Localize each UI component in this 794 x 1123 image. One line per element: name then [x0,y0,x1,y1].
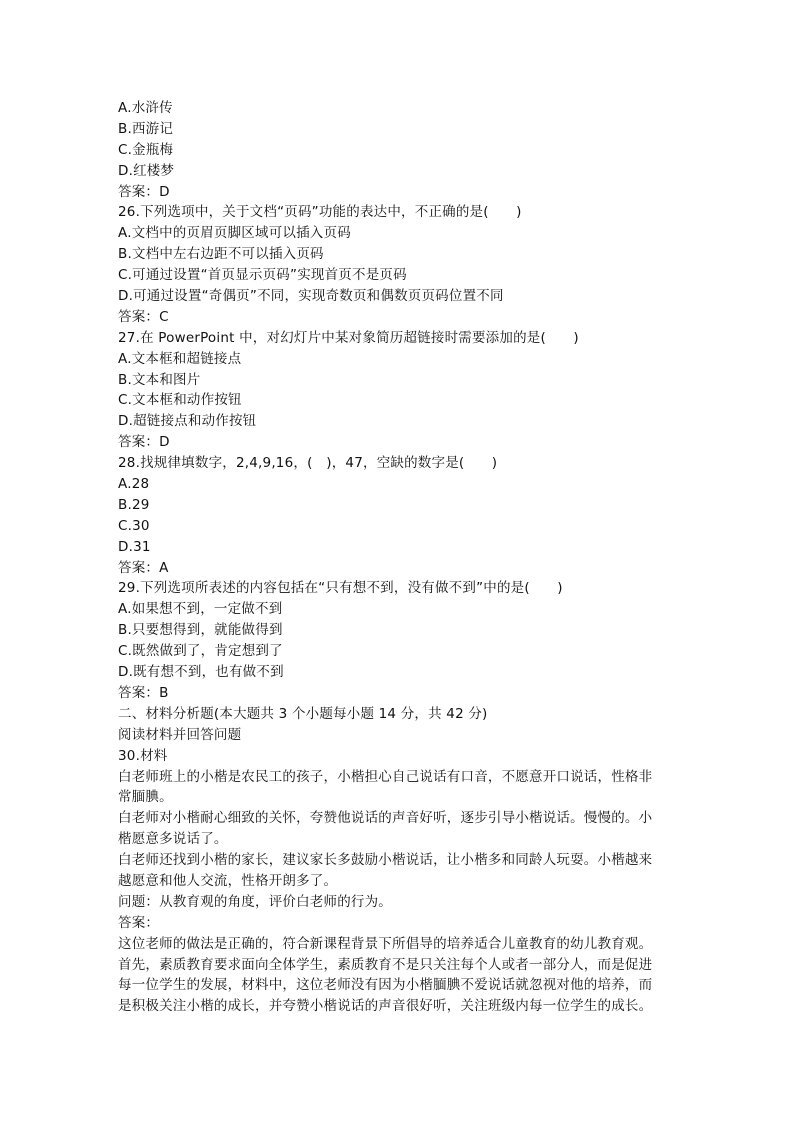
text-line: A.水浒传 [118,100,173,116]
text-line: 二、材料分析题(本大题共 3 个小题每小题 14 分，共 42 分) [118,705,488,722]
text-line: 答案： [118,914,160,931]
text-line: 常腼腆。 [118,789,173,806]
text-line: 楷愿意多说话了。 [118,831,228,848]
text-line: 27.在 PowerPoint 中，对幻灯片中某对象简历超链接时需要添加的是( ) [118,329,579,346]
text-line: 首先，素质教育要求面向全体学生，素质教育不是只关注每个人或者一部分人，而是促进 [118,956,653,973]
text-line: 白老师对小楷耐心细致的关怀，夸赞他说话的声音好听，逐步引导小楷说话。慢慢的。小 [118,810,653,827]
text-line: D.既有想不到，也有做不到 [118,664,284,681]
text-line: 越愿意和他人交流，性格开朗多了。 [118,872,338,889]
text-line: 答案：C [118,308,169,325]
text-line: B.只要想得到，就能做得到 [118,622,283,639]
text-line: 29.下列选项所表述的内容包括在“只有想不到，没有做不到”中的是( ) [118,580,563,597]
text-line: 30.材料 [118,747,168,764]
text-line: C.金瓶梅 [118,141,174,158]
text-line: 答案：D [118,183,170,200]
text-line: C.既然做到了，肯定想到了 [118,643,283,660]
text-line: 白老师班上的小楷是农民工的孩子，小楷担心自己说话有口音，不愿意开口说话，性格非 [118,768,653,785]
text-line: 答案：D [118,434,170,451]
text-line: D.可通过设置“奇偶页”不同，实现奇数页和偶数页页码位置不同 [118,288,504,305]
text-line: 阅读材料并回答问题 [118,726,242,743]
text-line: 是积极关注小楷的成长，并夸赞小楷说话的声音很好听，关注班级内每一位学生的成长。 [118,998,653,1015]
text-line: B.西游记 [118,120,174,137]
text-line: C.可通过设置“首页显示页码”实现首页不是页码 [118,267,407,284]
text-line: A.文档中的页眉页脚区域可以插入页码 [118,225,351,242]
text-line: 答案：A [118,559,169,576]
text-line: B.文档中左右边距不可以插入页码 [118,246,324,263]
text-line: D.红楼梦 [118,162,175,179]
text-line: A.文本框和超链接点 [118,350,242,367]
text-line: A.28 [118,476,150,493]
text-line: D.超链接点和动作按钮 [118,413,257,430]
text-line: B.29 [118,496,150,513]
text-line: A.如果想不到，一定做不到 [118,601,283,618]
text-line: 答案：B [118,684,169,701]
text-line: 问题：从教育观的角度，评价白老师的行为。 [118,893,392,910]
text-line: 这位老师的做法是正确的，符合新课程背景下所倡导的培养适合儿童教育的幼儿教育观。 [118,935,653,952]
text-line: D.31 [118,538,151,555]
text-line: C.文本框和动作按钮 [118,392,242,409]
text-line: 白老师还找到小楷的家长，建议家长多鼓励小楷说话，让小楷多和同龄人玩耍。小楷越来 [118,852,653,869]
text-line: B.文本和图片 [118,371,201,388]
text-line: 每一位学生的发展，材料中，这位老师没有因为小楷腼腆不爱说话就忽视对他的培养，而 [118,977,653,994]
text-line: 28.找规律填数字，2,4,9,16，( )，47，空缺的数字是( ) [118,455,498,472]
text-line: 26.下列选项中，关于文档“页码”功能的表达中，不正确的是( ) [118,204,522,221]
document-page [118,98,688,1017]
text-line: C.30 [118,517,150,534]
